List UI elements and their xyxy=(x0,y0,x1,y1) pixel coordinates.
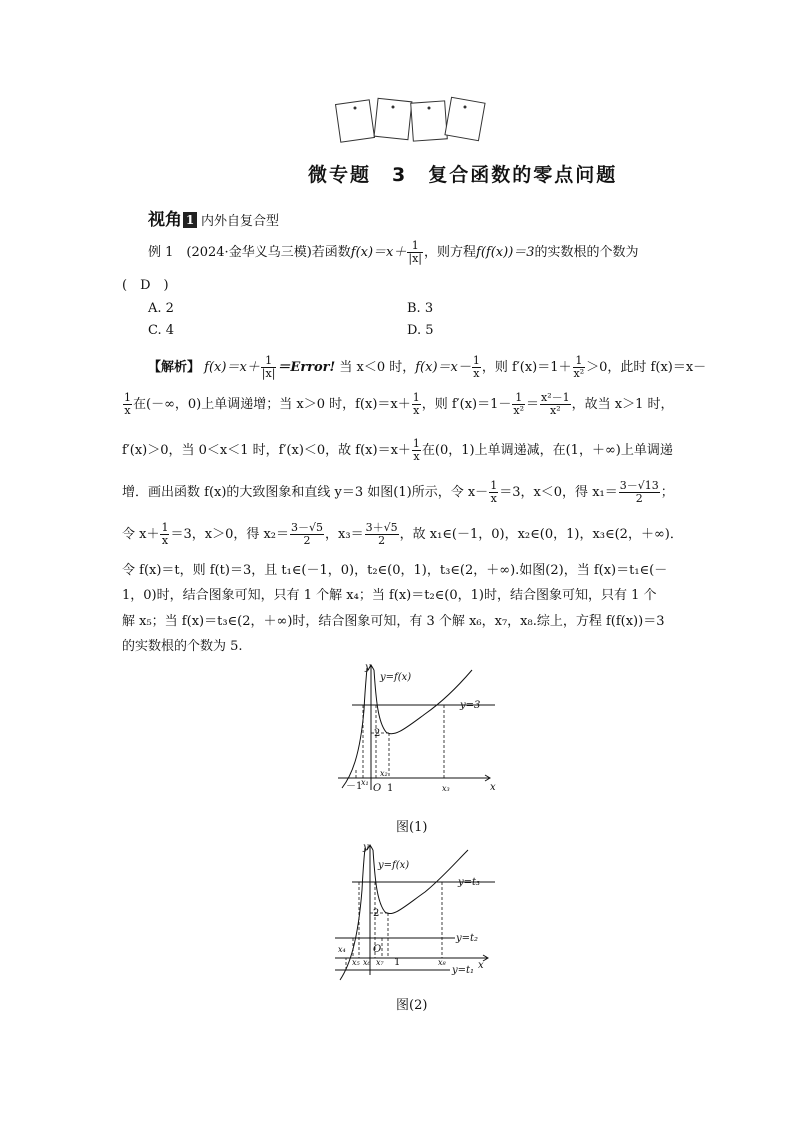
section-name: 内外自复合型 xyxy=(201,214,280,229)
figure-2-caption: 图(2) xyxy=(396,998,428,1013)
page-title: 微专题 3 复合函数的零点问题 xyxy=(308,164,618,186)
solution-line-7: 1，0)时，结合图象可知，只有 1 个解 x₄；当 f(x)＝t₂∈(0，1)时，结合图象可知，只有 1 个 xyxy=(122,588,657,603)
svg-text:x₇: x₇ xyxy=(376,958,384,967)
option-a: A. 2 xyxy=(148,301,174,316)
svg-text:x: x xyxy=(478,960,484,971)
svg-text:x₅: x₅ xyxy=(352,958,360,967)
svg-text:y=t₂: y=t₂ xyxy=(456,933,479,944)
svg-text:x₈: x₈ xyxy=(438,958,446,967)
solution-line-3: f′(x)＞0，当 0＜x＜1 时，f′(x)＜0，故 f(x)＝x＋ $\frac{1}{x}$ 在(0，1)上单调递减，在(1，＋∞)上单调递 xyxy=(122,437,673,463)
option-d: D. 5 xyxy=(407,323,434,338)
question-intro: 例 1 (2024·金华义乌三模)若函数 xyxy=(148,245,351,260)
header-decoration xyxy=(334,96,494,148)
solution-line-1: 【解析】 f(x)＝x＋ $\frac{1}{|x|}$ ＝Error! 当 x＜0 时，f(x)＝x－ $\frac{1}{x}$ ，则 f′(x)＝1＋ $\frac{1}{\text{x²}}$ ＞0，此时 f(x)＝x－ xyxy=(148,354,707,380)
svg-text:y=f(x): y=f(x) xyxy=(380,672,412,683)
svg-text:y=t₃: y=t₃ xyxy=(458,877,481,888)
svg-text:x₁: x₁ xyxy=(361,778,369,787)
svg-text:O: O xyxy=(373,944,382,955)
svg-text:y=f(x): y=f(x) xyxy=(378,860,410,871)
svg-text:x₃: x₃ xyxy=(442,784,450,793)
svg-text:y: y xyxy=(365,662,371,673)
svg-text:x₄: x₄ xyxy=(338,945,346,954)
svg-text:x₆: x₆ xyxy=(363,958,371,967)
solution-line-6: 令 f(x)＝t，则 f(t)＝3，且 t₁∈(－1，0)，t₂∈(0，1)，t₃∈(2，＋∞).如图(2)，当 f(x)＝t₁∈(－ xyxy=(122,563,668,578)
svg-text:y=3: y=3 xyxy=(460,700,481,711)
svg-text:x: x xyxy=(490,782,496,793)
answer: ( D ) xyxy=(122,278,169,293)
svg-text:2: 2 xyxy=(374,728,381,739)
figure-1-graph xyxy=(330,660,500,795)
solution-line-2: $\frac{1}{x}$ 在(－∞，0)上单调递增；当 x＞0 时，f(x)＝x＋ $\frac{1}{x}$ ，则 f′(x)＝1－ $\frac{1}{\text{x²}}$ ＝ $\frac{\text{x²－1}}{\text{x²}}$ ，故当 x＞1 时， xyxy=(124,391,674,417)
figure-1-caption: 图(1) xyxy=(396,820,428,835)
svg-text:x₂: x₂ xyxy=(380,769,388,778)
fraction: $\frac{1}{|x|}$ xyxy=(408,239,423,265)
svg-text:1: 1 xyxy=(387,783,394,794)
svg-text:1: 1 xyxy=(394,957,401,968)
solution-tag: 【解析】 xyxy=(148,360,201,375)
svg-text:O: O xyxy=(373,783,382,794)
svg-text:2: 2 xyxy=(373,908,380,919)
section-number: 1 xyxy=(183,212,197,228)
solution-line-4: 增．画出函数 f(x)的大致图象和直线 y＝3 如图(1)所示，令 x－ $\frac{1}{x}$ ＝3，x＜0，得 x₁＝ $\frac{3-√13}{2}$ ； xyxy=(122,479,674,505)
solution-line-9: 的实数根的个数为 5. xyxy=(122,639,243,654)
svg-text:－1: －1 xyxy=(346,781,363,792)
option-c: C. 4 xyxy=(148,323,175,338)
solution-line-5: 令 x＋ $\frac{1}{x}$ ＝3，x＞0，得 x₂＝ $\frac{3-√5}{2}$ ，x₃＝ $\frac{3+√5}{2}$ ，故 x₁∈(－1，0)，x₂∈(0，1)，x₃∈(2，＋∞)． xyxy=(122,521,683,547)
figure-2-graph xyxy=(330,840,500,985)
svg-text:y: y xyxy=(363,842,369,853)
svg-text:y=t₁: y=t₁ xyxy=(452,965,475,976)
section-heading xyxy=(148,205,279,230)
question-fx: f(x)＝x＋ xyxy=(350,245,407,260)
question-equation: f(f(x))＝3 xyxy=(476,245,535,260)
option-b: B. 3 xyxy=(407,301,434,316)
section-label: 视角 xyxy=(148,210,182,230)
question-line: 例 1 (2024·金华义乌三模)若函数f(x)＝x＋ $\frac{1}{|x|}$ ，则方程f(f(x))＝3的实数根的个数为 xyxy=(148,239,639,265)
solution-line-8: 解 x₅；当 f(x)＝t₃∈(2，＋∞)时，结合图象可知，有 3 个解 x₆，x₇，x₈.综上，方程 f(f(x))＝3 xyxy=(122,614,665,629)
